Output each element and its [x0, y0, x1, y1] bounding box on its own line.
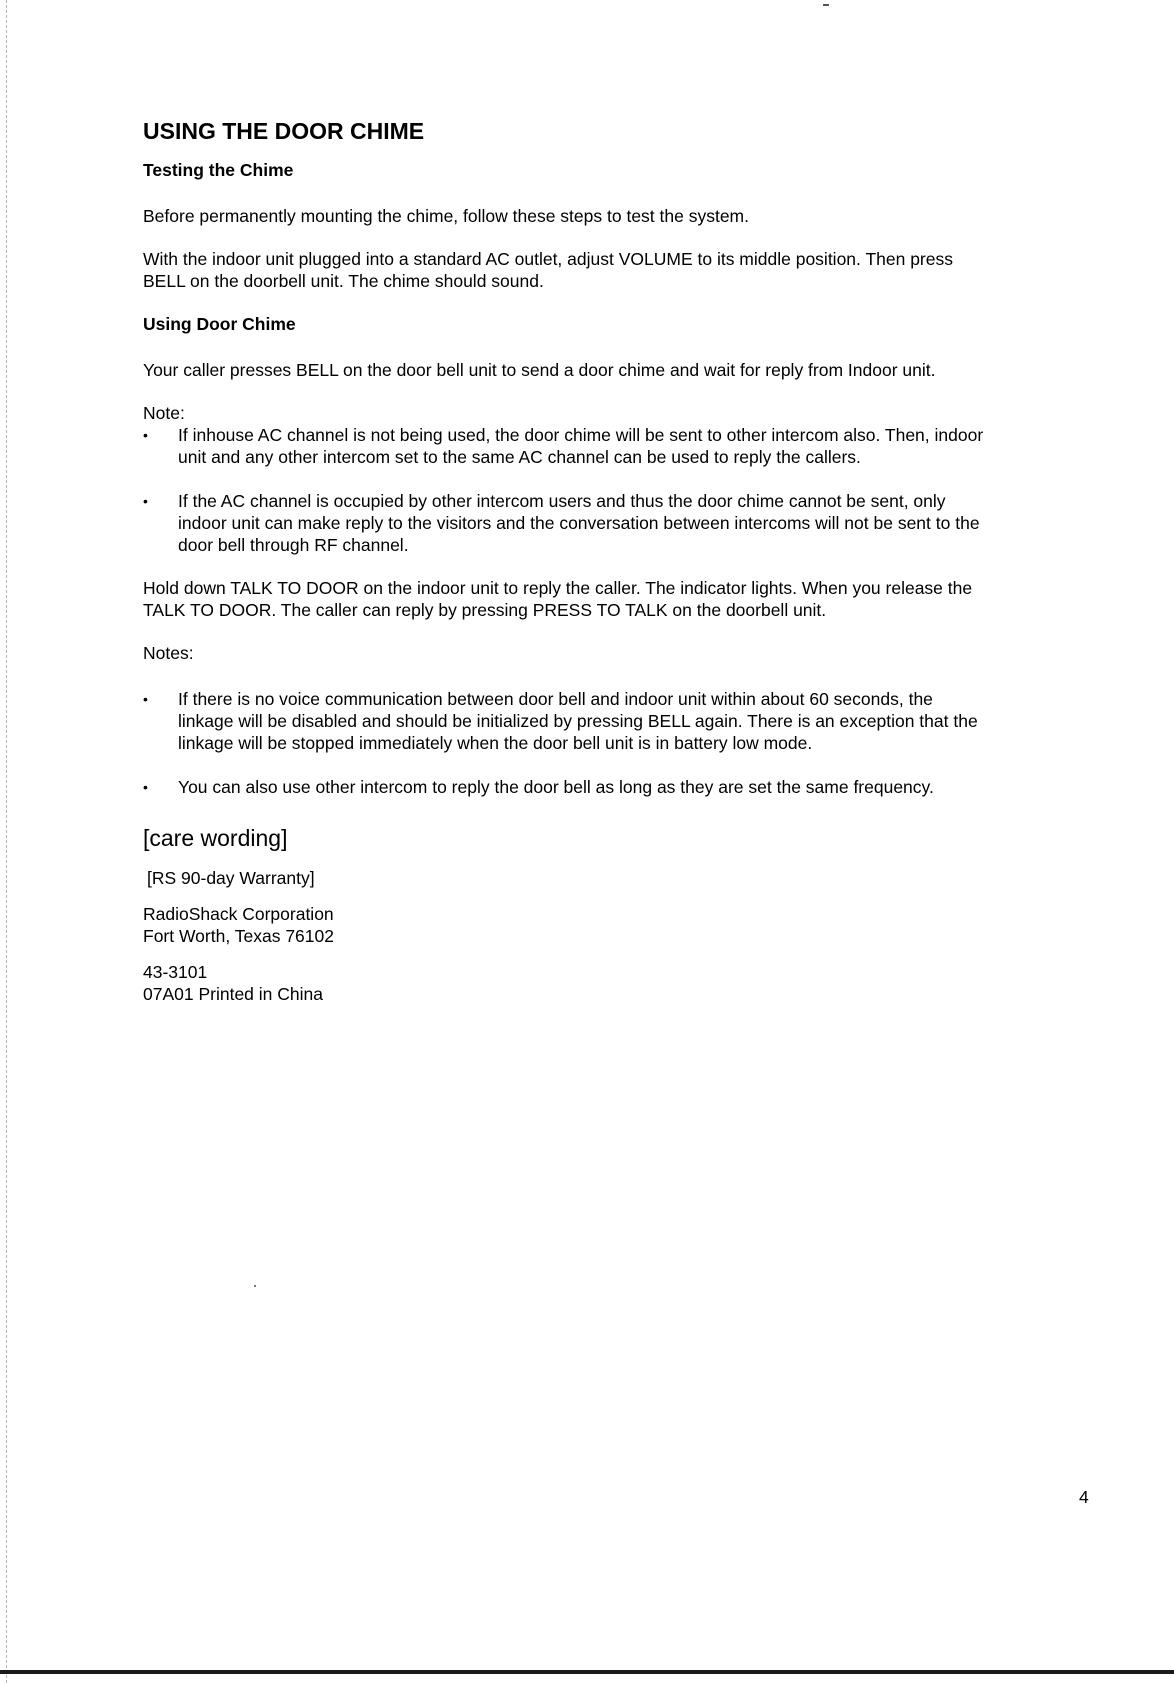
- notes-label: Notes:: [143, 643, 194, 663]
- bullet-icon: •: [143, 493, 148, 509]
- note-label: Note:: [143, 403, 185, 423]
- text-line: unit and any other intercom set to the same AC channel can be used to reply the callers.: [178, 447, 861, 467]
- using-paragraph-2: [143, 577, 1093, 621]
- scan-speck: [254, 1285, 256, 1287]
- bullet-icon: •: [143, 779, 148, 795]
- testing-paragraph-2: [143, 248, 1093, 292]
- notes-list: [143, 688, 1093, 798]
- text-line: linkage will be disabled and should be initialized by pressing BELL again. There is an exception that the: [178, 711, 978, 731]
- scan-left-edge: [6, 0, 7, 1683]
- text-line: indoor unit can make reply to the visitors and the conversation between intercoms will not be sent to the: [178, 513, 980, 533]
- catalog-number: 43-3101: [143, 962, 208, 982]
- care-wording-title: [care wording]: [143, 825, 288, 851]
- testing-paragraph-1: Before permanently mounting the chime, follow these steps to test the system.: [143, 206, 749, 226]
- bullet-icon: •: [143, 427, 148, 443]
- text-line: With the indoor unit plugged into a standard AC outlet, adjust VOLUME to its middle position. Then press: [143, 249, 953, 269]
- text-line: If inhouse AC channel is not being used, the door chime will be sent to other intercom also. Then, indoor: [178, 425, 984, 445]
- page-content: [143, 110, 1093, 1005]
- text-line: door bell through RF channel.: [178, 535, 409, 555]
- bullet-icon: •: [143, 691, 148, 707]
- text-line: If the AC channel is occupied by other intercom users and thus the door chime cannot be sent, only: [178, 491, 946, 511]
- print-info: [143, 961, 1093, 1005]
- section-heading-using: Using Door Chime: [143, 314, 296, 334]
- text-line: TALK TO DOOR. The caller can reply by pressing PRESS TO TALK on the doorbell unit.: [143, 600, 827, 620]
- company-name: RadioShack Corporation: [143, 904, 334, 924]
- text-line: If there is no voice communication between door bell and indoor unit within about 60 seconds, the: [178, 689, 933, 709]
- section-heading-testing: Testing the Chime: [143, 160, 294, 180]
- list-item: [143, 776, 1093, 798]
- page-title: USING THE DOOR CHIME: [143, 118, 425, 144]
- scan-mark: [823, 4, 829, 6]
- text-line: You can also use other intercom to reply the door bell as long as they are set the same frequency.: [178, 777, 934, 797]
- company-city: Fort Worth, Texas 76102: [143, 926, 334, 946]
- list-item: [143, 490, 1093, 556]
- page-number: 4: [1079, 1487, 1089, 1507]
- print-line: 07A01 Printed in China: [143, 984, 323, 1004]
- list-item: [143, 424, 1093, 468]
- text-line: Hold down TALK TO DOOR on the indoor unit to reply the caller. The indicator lights. When you release the: [143, 578, 973, 598]
- company-address: [143, 903, 1093, 947]
- using-paragraph-1: Your caller presses BELL on the door bell unit to send a door chime and wait for reply from Indoor unit.: [143, 360, 936, 380]
- warranty-text: [RS 90-day Warranty]: [147, 868, 315, 888]
- text-line: linkage will be stopped immediately when the door bell unit is in battery low mode.: [178, 733, 813, 753]
- scan-bottom-edge: [0, 1670, 1174, 1674]
- text-line: BELL on the doorbell unit. The chime should sound.: [143, 271, 544, 291]
- list-item: [143, 688, 1093, 754]
- note-list: [143, 424, 1093, 556]
